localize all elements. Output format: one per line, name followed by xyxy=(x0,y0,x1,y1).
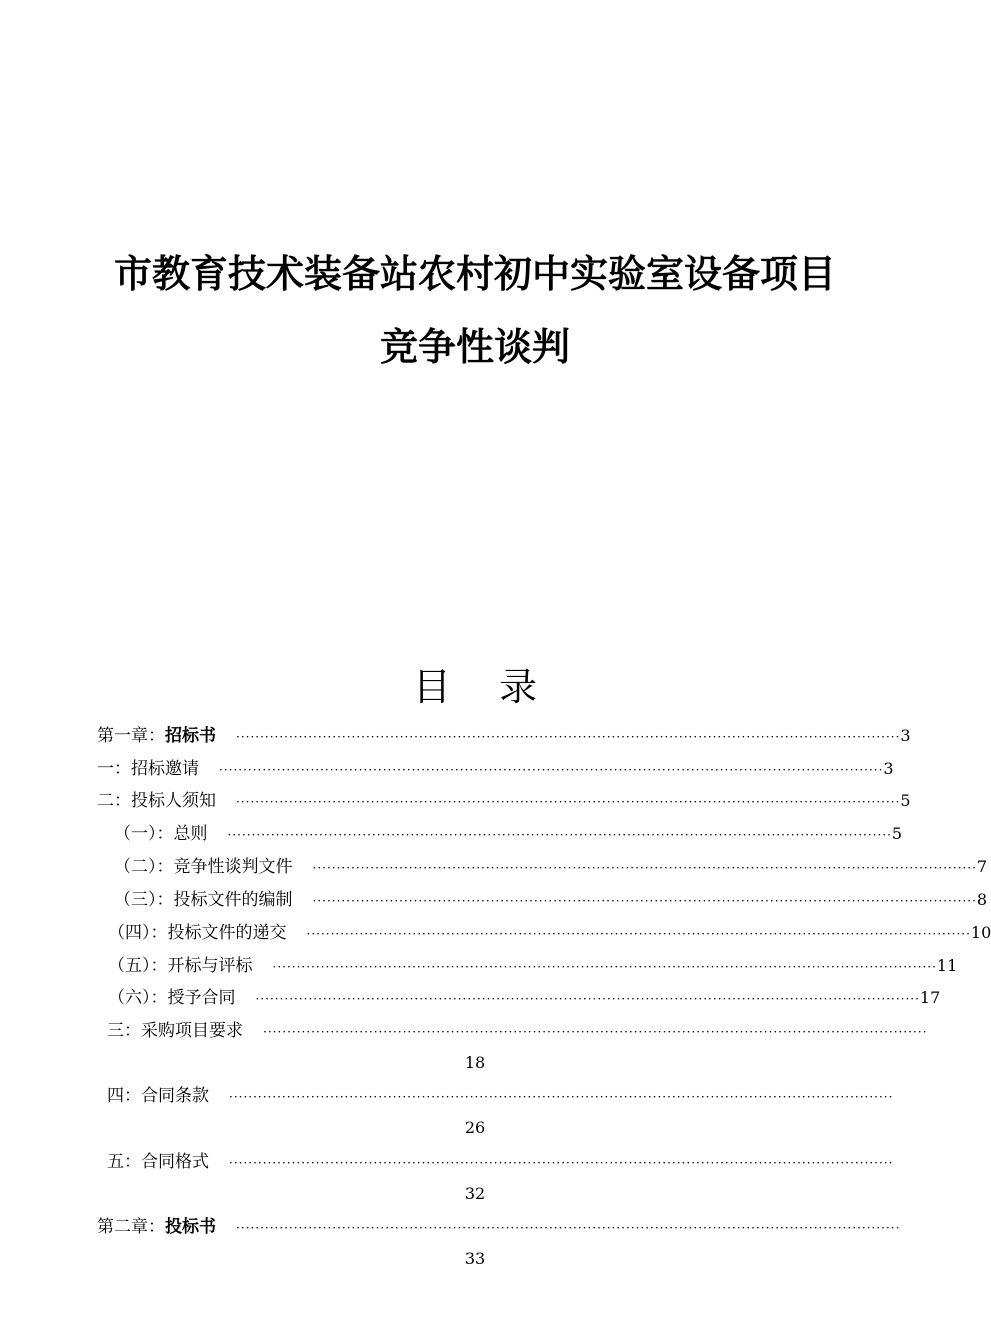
toc-entry-page: 10 xyxy=(970,923,991,942)
document-title-line-2: 竞争性谈判 xyxy=(379,325,570,369)
toc-entry-page: 33 xyxy=(464,1249,486,1268)
toc-entry[interactable] xyxy=(97,724,911,748)
toc-entry-prefix: （一）： xyxy=(114,824,174,844)
toc-leader-dots: ·········································································································································· xyxy=(236,730,901,744)
toc-leader-dots: ·········································································································································· xyxy=(255,992,920,1006)
toc-entry-page: 26 xyxy=(464,1118,486,1137)
toc-entry-prefix: 五： xyxy=(107,1152,141,1172)
toc-entry-page: 17 xyxy=(919,988,941,1007)
toc-entry-label: 招标书 xyxy=(165,726,216,746)
toc-leader-dots: ·········································································································································· xyxy=(227,828,892,842)
toc-entry-prefix: （六）： xyxy=(108,988,168,1008)
toc-entry[interactable] xyxy=(107,1150,894,1174)
toc-entry-page: 11 xyxy=(936,956,958,975)
toc-entry-page: 32 xyxy=(464,1184,486,1203)
toc-entry-label: 采购项目要求 xyxy=(141,1021,243,1041)
toc-entry-page: 3 xyxy=(883,759,894,778)
document-title-line-1: 市教育技术装备站农村初中实验室设备项目 xyxy=(113,252,836,296)
toc-leader-dots: ·········································································································································· xyxy=(219,763,884,777)
toc-entry-prefix: 一： xyxy=(97,759,131,779)
toc-entry-prefix: （三）： xyxy=(114,890,174,910)
toc-entry-prefix: 三： xyxy=(107,1021,141,1041)
toc-entry-label: 合同条款 xyxy=(141,1086,209,1106)
toc-entry-page: 5 xyxy=(900,791,911,810)
toc-entry-page: 18 xyxy=(464,1053,486,1072)
toc-leader-dots: ·········································································································································· xyxy=(312,861,977,875)
toc-entry-label: 投标人须知 xyxy=(131,791,216,811)
toc-entry[interactable] xyxy=(107,1084,894,1108)
toc-entry-prefix: 四： xyxy=(107,1086,141,1106)
toc-entry-page: 8 xyxy=(976,890,988,909)
toc-entry-label: 投标书 xyxy=(165,1217,216,1237)
toc-heading: 目 录 xyxy=(412,665,538,709)
toc-entry-prefix: 二： xyxy=(97,791,131,811)
toc-entry-label: 开标与评标 xyxy=(167,956,253,976)
toc-entry[interactable] xyxy=(97,757,894,781)
toc-entry[interactable] xyxy=(108,921,991,945)
toc-leader-dots: ·········································································································································· xyxy=(306,927,971,941)
toc-entry-label: 合同格式 xyxy=(141,1152,209,1172)
toc-entry-label: 授予合同 xyxy=(167,988,236,1008)
toc-leader-dots: ·········································································································································· xyxy=(236,795,901,809)
toc-entry-page: 7 xyxy=(976,857,988,876)
toc-entry-prefix: 第一章： xyxy=(97,726,165,746)
toc-leader-dots: ·········································································································································· xyxy=(312,894,977,908)
toc-entry-page: 3 xyxy=(900,726,911,745)
toc-entry-prefix: （五）： xyxy=(108,956,168,976)
toc-leader-dots: ·········································································································································· xyxy=(263,1025,928,1039)
toc-entry[interactable] xyxy=(108,954,958,978)
toc-entry-label: 投标文件的编制 xyxy=(173,890,293,910)
toc-leader-dots: ·········································································································································· xyxy=(229,1156,894,1170)
toc-entry[interactable] xyxy=(114,822,903,846)
toc-leader-dots: ·········································································································································· xyxy=(229,1090,894,1104)
toc-entry[interactable] xyxy=(114,888,988,912)
toc-entry[interactable] xyxy=(108,986,941,1010)
toc-leader-dots: ·········································································································································· xyxy=(236,1221,901,1235)
toc-leader-dots: ·········································································································································· xyxy=(272,960,937,974)
toc-entry-prefix: （四）： xyxy=(108,923,168,943)
toc-entry[interactable] xyxy=(114,855,988,879)
toc-entry-label: 总则 xyxy=(173,824,208,844)
toc-entry-label: 投标文件的递交 xyxy=(167,923,287,943)
toc-entry-prefix: 第二章： xyxy=(97,1217,165,1237)
toc-entry-label: 招标邀请 xyxy=(131,759,199,779)
toc-entry-prefix: （二）： xyxy=(114,857,174,877)
toc-entry-page: 5 xyxy=(891,824,903,843)
toc-entry[interactable] xyxy=(97,789,911,813)
toc-entry-label: 竞争性谈判文件 xyxy=(173,857,293,877)
toc-entry[interactable] xyxy=(97,1215,901,1239)
toc-entry[interactable] xyxy=(107,1019,928,1043)
